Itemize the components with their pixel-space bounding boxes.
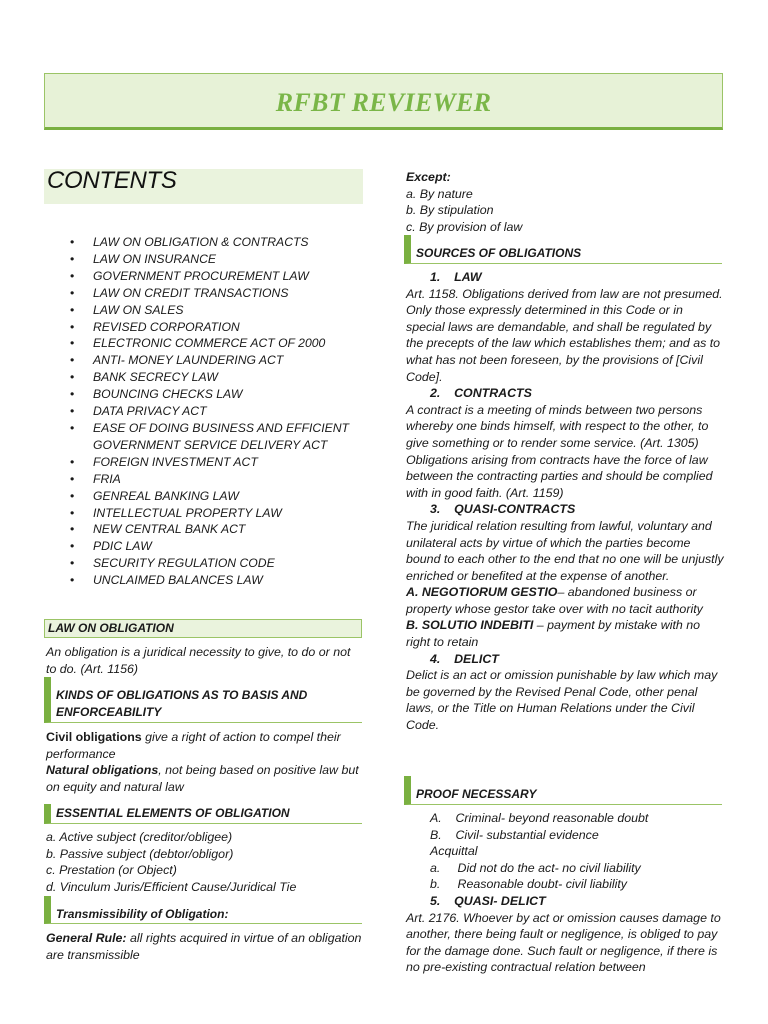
proof-body	[406, 810, 724, 976]
general-rule-text: all rights acquired in virtue of an obligation are transmissible	[46, 931, 362, 962]
obligation-definition: An obligation is a juridical necessity to give, to do or not to do. (Art. 1156)	[46, 645, 351, 676]
delict-text: Delict is an act or omission punishable by law which may be governed by the Revised Penal Code, other penal laws, or the Title on Human Relations under the Civil Code.	[406, 668, 718, 733]
toc-item: • FOREIGN INVESTMENT ACT	[44, 454, 353, 471]
table-of-contents	[44, 234, 353, 589]
contents-heading: CONTENTS	[47, 167, 177, 194]
proof-item: B. Civil- substantial evidence	[430, 827, 599, 842]
negotiorum-gestio-term: A. NEGOTIORUM GESTIO	[406, 585, 558, 600]
natural-obligations-paragraph	[46, 762, 364, 795]
element-item: c. Prestation (or Object)	[46, 863, 177, 878]
toc-item: • LAW ON SALES	[44, 302, 353, 319]
toc-item: • INTELLECTUAL PROPERTY LAW	[44, 505, 353, 522]
negotiorum-gestio	[406, 584, 724, 617]
toc-item: • NEW CENTRAL BANK ACT	[44, 521, 353, 538]
solutio-indebiti	[406, 617, 724, 650]
natural-obligations-text: , not being based on positive law but on equity and natural law	[46, 763, 359, 794]
general-rule-term: General Rule:	[46, 931, 127, 945]
element-item: d. Vinculum Juris/Efficient Cause/Juridical Tie	[46, 879, 297, 894]
toc-item: • SECURITY REGULATION CODE	[44, 555, 353, 572]
toc-item: • LAW ON CREDIT TRANSACTIONS	[44, 285, 353, 302]
acquittal-item: b. Reasonable doubt- civil liability	[430, 877, 627, 892]
except-item: a. By nature	[406, 186, 473, 201]
document-title: RFBT REVIEWER	[275, 88, 492, 117]
except-list	[406, 169, 724, 235]
essential-elements-heading: ESSENTIAL ELEMENTS OF OBLIGATION	[44, 804, 362, 824]
toc-item: • BOUNCING CHECKS LAW	[44, 386, 353, 403]
natural-obligations-term: Natural obligations	[46, 763, 159, 777]
civil-obligations-term: Civil obligations	[46, 730, 142, 744]
title-banner	[44, 73, 723, 130]
quasi-contracts-text: The juridical relation resulting from lawful, voluntary and unilateral acts by virtue of which the parties become bound to each other to the end that no one will be unjustly enriched or benefited at the expense of another.	[406, 518, 724, 583]
negotiorum-gestio-text: – abandoned business or property whose gestor take over with no tacit authority	[406, 585, 703, 616]
toc-item: • LAW ON OBLIGATION & CONTRACTS	[44, 234, 353, 251]
proof-necessary-heading: PROOF NECESSARY	[404, 776, 722, 805]
except-item: b. By stipulation	[406, 203, 494, 218]
contents-heading-box	[44, 169, 363, 204]
contracts-text: A contract is a meeting of minds between two persons whereby one binds himself, with respect to the other, to give something or to render some service. (Art. 1305)	[406, 402, 709, 450]
transmissibility-heading: Transmissibility of Obligation:	[44, 896, 362, 924]
toc-item: • ANTI- MONEY LAUNDERING ACT	[44, 352, 353, 369]
essential-elements-list	[46, 829, 364, 895]
toc-item: • GOVERNMENT PROCUREMENT LAW	[44, 268, 353, 285]
law-text: Art. 1158. Obligations derived from law are not presumed. Only those expressly determined in this Code or in special laws are demandable, and shall be regulated by the precepts of the law which establishes them; and as to what has not been foreseen, by the provisions of [Civil Code].	[406, 286, 723, 384]
toc-item: • FRIA	[44, 471, 353, 488]
toc-item: • EASE OF DOING BUSINESS AND EFFICIENT GOVERNMENT SERVICE DELIVERY ACT	[44, 420, 353, 454]
quasi-contracts-title: 3. QUASI-CONTRACTS	[430, 502, 576, 517]
toc-item: • REVISED CORPORATION	[44, 319, 353, 336]
law-title: 1. LAW	[430, 270, 482, 284]
solutio-indebiti-term: B. SOLUTIO INDEBITI	[406, 618, 534, 633]
civil-obligations-paragraph	[46, 729, 364, 762]
except-label: Except:	[406, 170, 451, 184]
delict-title: 4. DELICT	[430, 651, 499, 666]
toc-item: • PDIC LAW	[44, 538, 353, 555]
proof-item: A. Criminal- beyond reasonable doubt	[430, 811, 649, 825]
solutio-indebiti-text: – payment by mistake with no right to retain	[406, 618, 701, 650]
except-item: c. By provision of law	[406, 219, 523, 234]
element-item: a. Active subject (creditor/obligee)	[46, 830, 233, 844]
quasi-delict-title: 5. QUASI- DELICT	[430, 893, 546, 908]
acquittal-item: a. Did not do the act- no civil liability	[430, 860, 641, 875]
acquittal-label: Acquittal	[430, 844, 478, 859]
toc-item: • GENREAL BANKING LAW	[44, 488, 353, 505]
toc-item: • BANK SECRECY LAW	[44, 369, 353, 386]
general-rule-paragraph	[46, 930, 364, 963]
toc-item: • UNCLAIMED BALANCES LAW	[44, 572, 353, 589]
law-on-obligation-heading: LAW ON OBLIGATION	[44, 619, 362, 638]
toc-item: • ELECTRONIC COMMERCE ACT OF 2000	[44, 335, 353, 352]
toc-item: • DATA PRIVACY ACT	[44, 403, 353, 420]
contracts-title: 2. CONTRACTS	[430, 386, 532, 401]
contracts-force-text: Obligations arising from contracts have the force of law between the contracting parties and should be complied with in good faith. (Art. 1159)	[406, 452, 713, 500]
quasi-delict-text: Art. 2176. Whoever by act or omission causes damage to another, there being fault or negligence, is obliged to pay for the damage done. Such fault or negligence, if there is no pre-existing contractual relation between	[406, 910, 721, 975]
kinds-of-obligations-heading: KINDS OF OBLIGATIONS AS TO BASIS AND ENFORCEABILITY	[44, 677, 362, 723]
sources-body	[406, 269, 724, 734]
sources-of-obligations-heading: SOURCES OF OBLIGATIONS	[404, 235, 722, 264]
element-item: b. Passive subject (debtor/obligor)	[46, 846, 234, 861]
civil-obligations-text: give a right of action to compel their performance	[46, 730, 341, 761]
toc-item: • LAW ON INSURANCE	[44, 251, 353, 268]
